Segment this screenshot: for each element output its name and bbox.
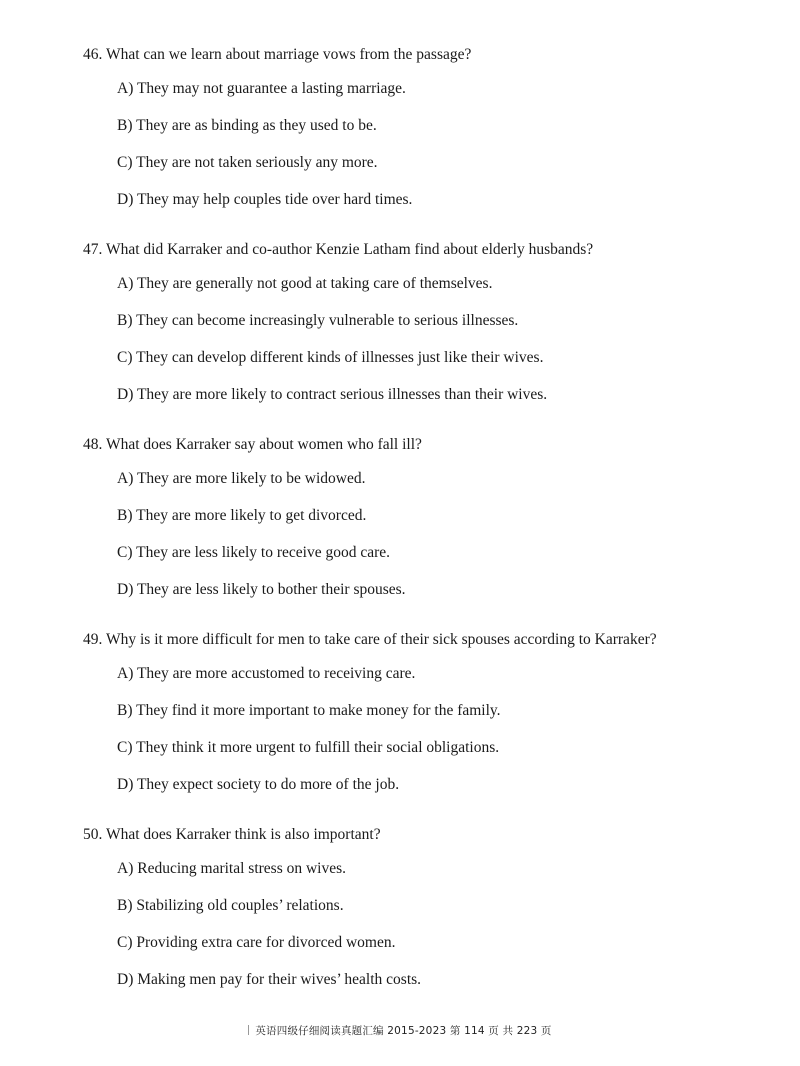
option-a: A) They are more likely to be widowed.	[117, 470, 366, 487]
option-b: B) They can become increasingly vulnerable to serious illnesses.	[117, 312, 519, 329]
option-c: C) They are not taken seriously any more.	[117, 154, 378, 171]
option-b: B) Stabilizing old couples’ relations.	[117, 897, 344, 914]
option-d: D) Making men pay for their wives’ health costs.	[117, 971, 422, 988]
option-c: C) They think it more urgent to fulfill their social obligations.	[117, 739, 500, 756]
option-a: A) They may not guarantee a lasting marriage.	[117, 80, 406, 97]
option-a: A) They are more accustomed to receiving care.	[117, 665, 416, 682]
option-c: C) They are less likely to receive good care.	[117, 544, 391, 561]
footer-divider	[248, 1025, 249, 1035]
option-d: D) They are less likely to bother their spouses.	[117, 581, 406, 598]
option-b: B) They are more likely to get divorced.	[117, 507, 367, 524]
question-stem: 50. What does Karraker think is also important?	[83, 826, 381, 843]
option-c: C) They can develop different kinds of illnesses just like their wives.	[117, 349, 544, 366]
option-a: A) Reducing marital stress on wives.	[117, 860, 347, 877]
option-d: D) They may help couples tide over hard times.	[117, 191, 413, 208]
option-b: B) They are as binding as they used to be.	[117, 117, 377, 134]
question-stem: 48. What does Karraker say about women who fall ill?	[83, 436, 422, 453]
option-a: A) They are generally not good at taking care of themselves.	[117, 275, 493, 292]
option-d: D) They expect society to do more of the job.	[117, 776, 400, 793]
option-c: C) Providing extra care for divorced women.	[117, 934, 396, 951]
question-stem: 46. What can we learn about marriage vows from the passage?	[83, 46, 472, 63]
page-footer	[0, 1023, 800, 1038]
option-b: B) They find it more important to make money for the family.	[117, 702, 501, 719]
option-d: D) They are more likely to contract serious illnesses than their wives.	[117, 386, 548, 403]
question-stem: 47. What did Karraker and co-author Kenzie Latham find about elderly husbands?	[83, 241, 594, 258]
question-stem: 49. Why is it more difficult for men to take care of their sick spouses according to Karraker?	[83, 631, 657, 648]
footer-text: 英语四级仔细阅读真题汇编 2015-2023 第 114 页 共 223 页	[255, 1025, 552, 1037]
